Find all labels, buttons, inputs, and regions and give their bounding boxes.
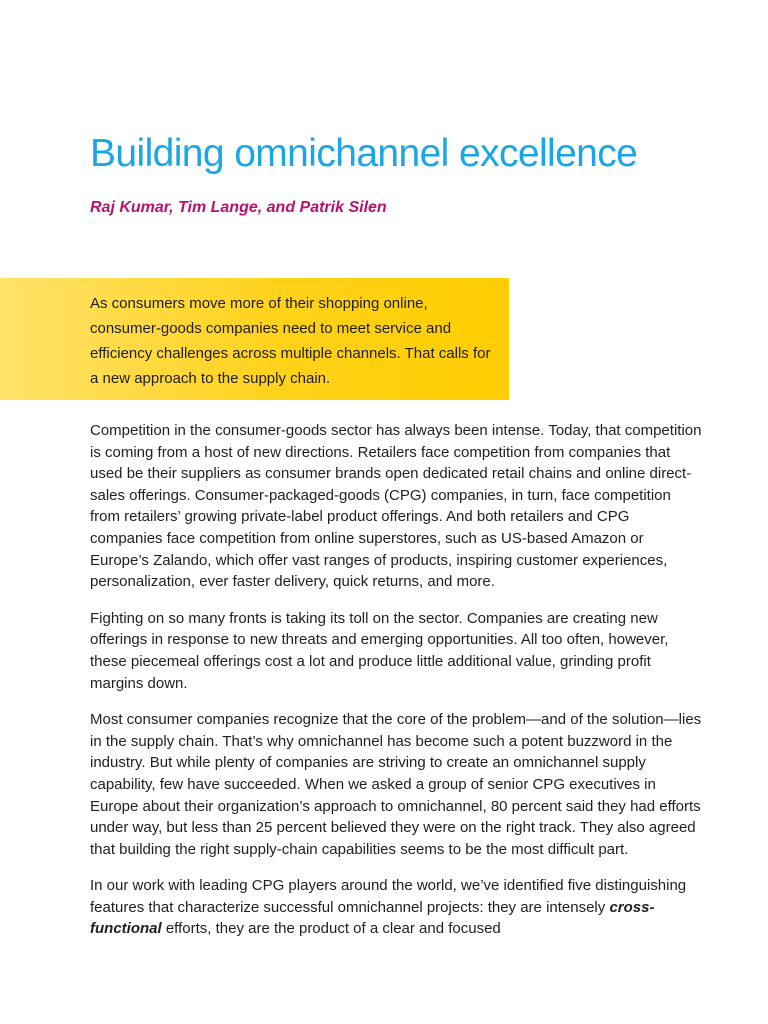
emphasis-cross-functional: cross-functional [90, 898, 655, 938]
summary-text: As consumers move more of their shopping online, consumer-goods companies need to meet service and efficiency challenges across multiple channels. That calls for a new approach to the supply chain. [90, 295, 491, 387]
body-paragraph-1: Competition in the consumer-goods sector has always been intense. Today, that competition is coming from a host of new directions. Retailers face competition from companies that used be their suppliers as consumer brands open dedicated retail chains and online direct-sales offerings. Consumer-packaged-goods (CPG) companies, in turn, face competition from retailers’ growing private-label product offerings. And both retailers and CPG companies face competition from online superstores, such as US-based Amazon or Europe’s Zalando, which offer vast ranges of products, inspiring customer experiences, personalization, ever faster delivery, quick returns, and more. [90, 422, 702, 591]
article-title: Building omnichannel excellence [90, 132, 638, 175]
body-paragraph-3: Most consumer companies recognize that the core of the problem—and of the solution—lies in the supply chain. That’s why omnichannel has become such a potent buzzword in the industry. But while plenty of companies are striving to create an omnichannel supply capability, few have succeeded. When we asked a group of senior CPG executives in Europe about their organization’s approach to omnichannel, 80 percent said they had efforts under way, but less than 25 percent believed they were on the right track. They also agreed that building the right supply-chain capabilities seems to be the most difficult part. [90, 711, 702, 858]
article-body [90, 420, 702, 955]
body-paragraph-4 [90, 875, 702, 940]
body-paragraph-2: Fighting on so many fronts is taking its toll on the sector. Companies are creating new offerings in response to new threats and emerging opportunities. All too often, however, these piecemeal offerings cost a lot and produce little additional value, grinding profit margins down. [90, 609, 669, 692]
body-paragraph-4-end: efforts, they are the product of a clear and focused [161, 920, 501, 938]
article-authors: Raj Kumar, Tim Lange, and Patrik Silen [90, 199, 387, 216]
body-paragraph-4-start: In our work with leading CPG players around the world, we’ve identified five distinguishing features that characterize successful omnichannel projects: they are intensely [90, 877, 687, 916]
